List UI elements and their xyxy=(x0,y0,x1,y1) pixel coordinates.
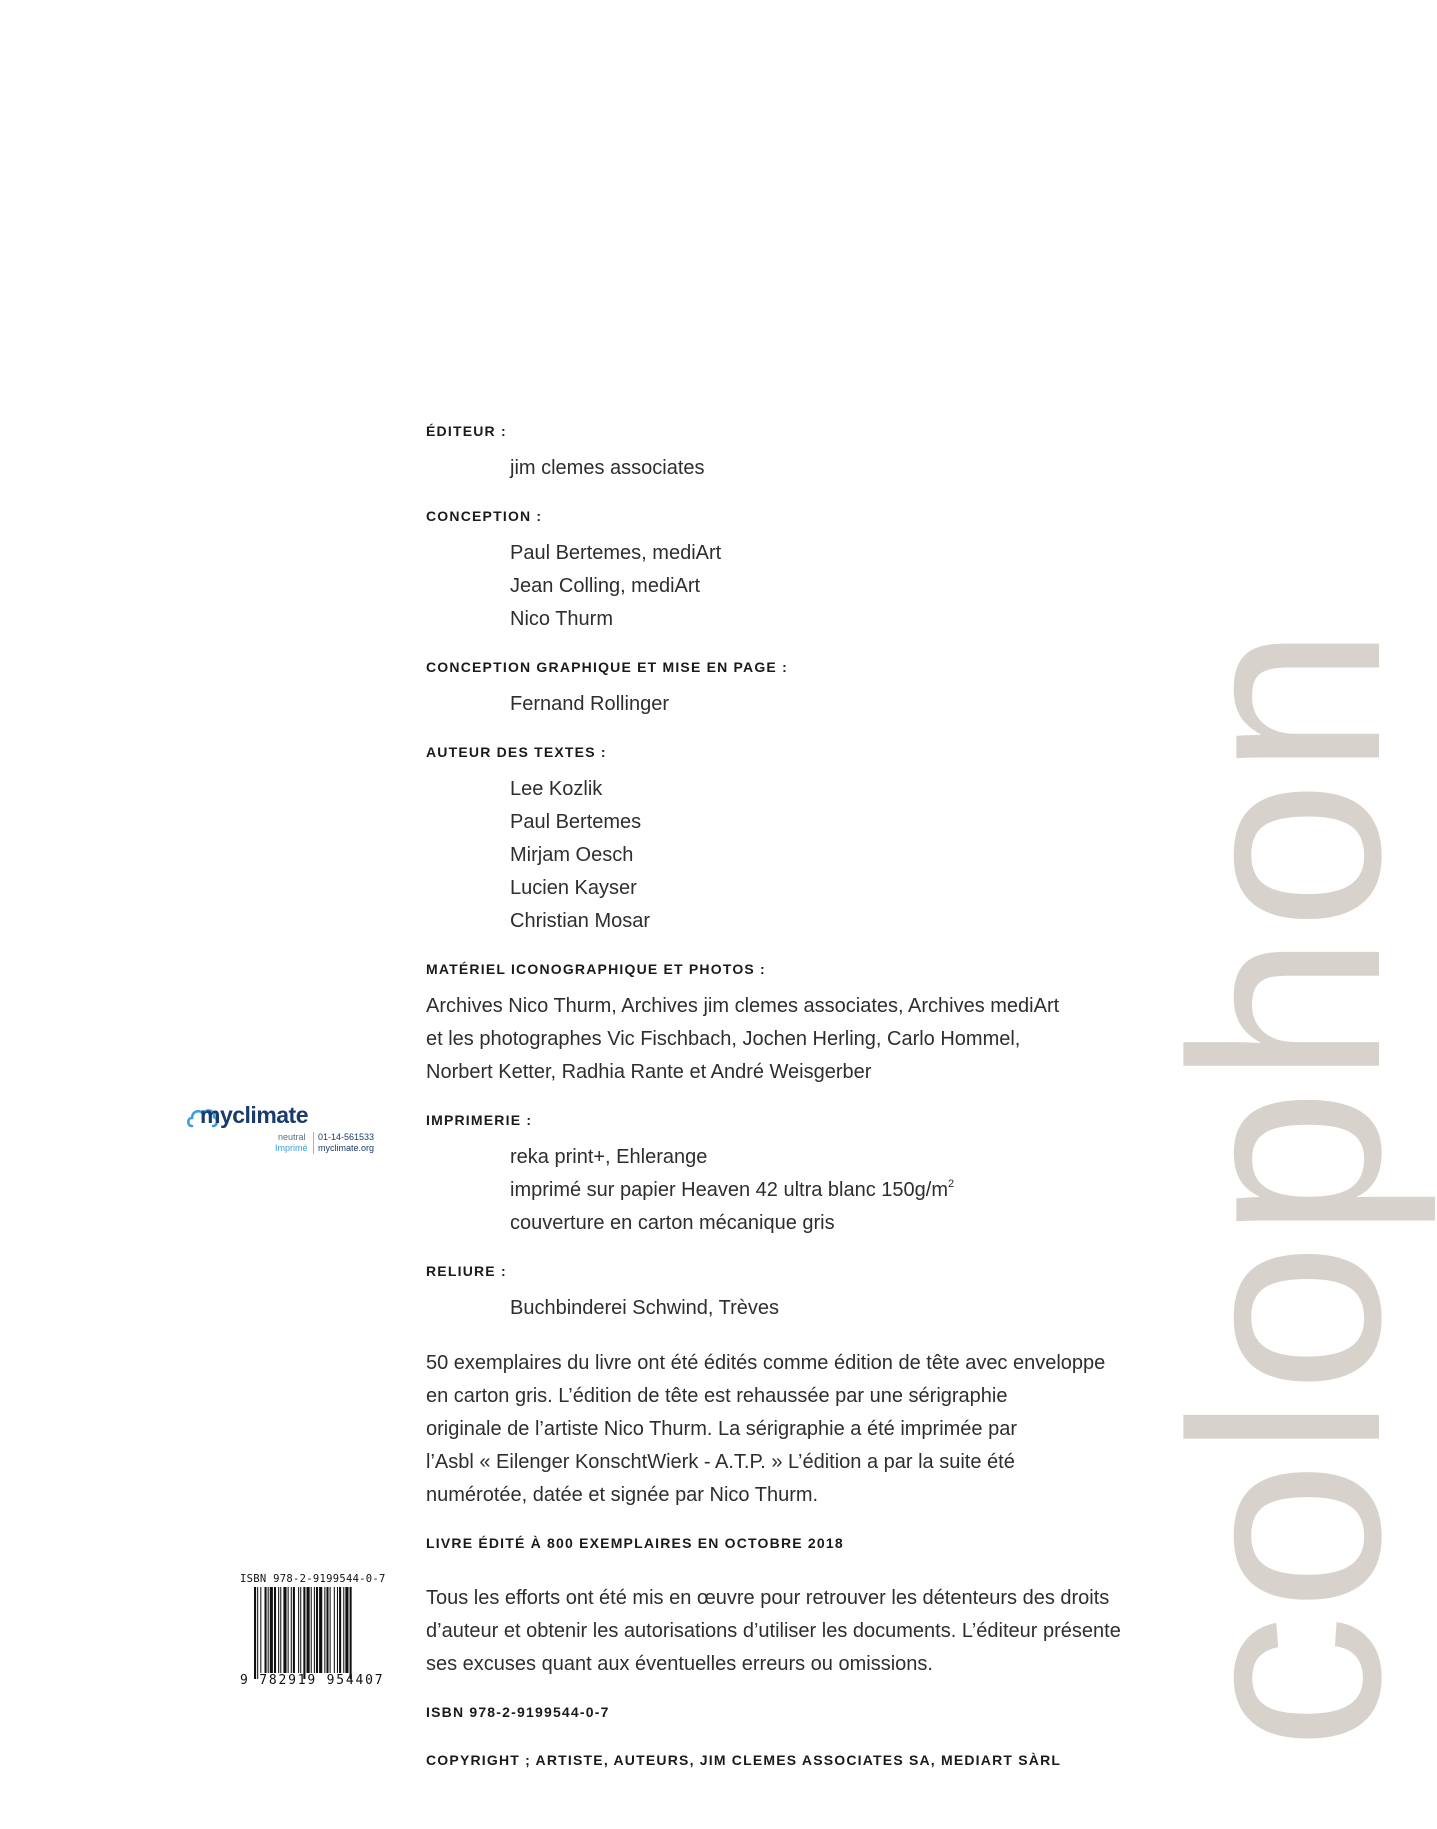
credit-line: Mirjam Oesch xyxy=(510,844,634,866)
barcode-bar xyxy=(265,1587,267,1673)
barcode-bar xyxy=(268,1587,269,1673)
section-heading: CONCEPTION : xyxy=(426,508,543,524)
paragraph-line: l’Asbl « Eilenger KonschtWierk - A.T.P. » L’édition a par la suite été xyxy=(426,1451,1015,1473)
section-materiel xyxy=(426,960,1186,1089)
logo-brand: myclimate xyxy=(200,1102,309,1128)
barcode-bar xyxy=(303,1587,305,1679)
paragraph-line: ses excuses quant aux éventuelles erreurs ou omissions. xyxy=(426,1653,933,1675)
rights-paragraph xyxy=(426,1582,1186,1681)
barcode-bar xyxy=(350,1587,352,1679)
barcode-bar xyxy=(291,1587,292,1673)
vertical-title: colophon xyxy=(1136,622,1437,1750)
credit-line: Fernand Rollinger xyxy=(510,693,669,715)
barcode-bar xyxy=(283,1587,286,1673)
barcode-bar xyxy=(330,1587,331,1673)
paragraph-line: numérotée, datée et signée par Nico Thurm. xyxy=(426,1484,819,1506)
logo-divider xyxy=(313,1132,314,1154)
paper-text: imprimé sur papier Heaven 42 ultra blanc 150g/m xyxy=(510,1179,948,1201)
barcode-bar xyxy=(257,1587,258,1679)
barcode-bar xyxy=(314,1587,315,1673)
isbn-line: ISBN 978-2-9199544-0-7 xyxy=(426,1704,610,1720)
section-imprimerie xyxy=(426,1111,1186,1240)
logo-number: 01-14-561533 xyxy=(318,1132,375,1142)
credit-line: Paul Bertemes, mediArt xyxy=(510,542,722,564)
credit-line: Lee Kozlik xyxy=(510,778,603,800)
barcode-bar xyxy=(270,1587,273,1673)
credit-line: jim clemes associates xyxy=(510,457,705,479)
paragraph-line: originale de l’artiste Nico Thurm. La sérigraphie a été imprimée par xyxy=(426,1418,1018,1440)
credit-line: Archives Nico Thurm, Archives jim clemes associates, Archives mediArt xyxy=(426,995,1060,1017)
barcode-bar xyxy=(280,1587,281,1673)
myclimate-logo xyxy=(186,1098,386,1154)
section-auteur xyxy=(426,743,1186,938)
logo-imprime: Imprimé xyxy=(275,1143,308,1153)
section-heading: AUTEUR DES TEXTES : xyxy=(426,744,607,760)
barcode-top-text: ISBN 978-2-9199544-0-7 xyxy=(240,1573,386,1585)
section-heading: CONCEPTION GRAPHIQUE ET MISE EN PAGE : xyxy=(426,659,788,675)
barcode-bar xyxy=(319,1587,322,1673)
paragraph-line: 50 exemplaires du livre ont été édités comme édition de tête avec enveloppe xyxy=(426,1352,1106,1374)
barcode-bar xyxy=(254,1587,256,1679)
credit-line xyxy=(426,1174,1186,1207)
barcode-bar xyxy=(345,1587,348,1673)
credit-line: Nico Thurm xyxy=(510,608,613,630)
barcode-bar xyxy=(298,1587,299,1673)
barcode-bar xyxy=(293,1587,295,1673)
credit-line: Buchbinderei Schwind, Trèves xyxy=(510,1297,780,1319)
paragraph-line: d’auteur et obtenir les autorisations d’utiliser les documents. L’éditeur présente xyxy=(426,1620,1121,1642)
credit-line: reka print+, Ehlerange xyxy=(510,1146,708,1168)
section-heading: RELIURE : xyxy=(426,1263,507,1279)
barcode-bar xyxy=(343,1587,344,1673)
barcode-bar xyxy=(311,1587,312,1673)
section-graphique xyxy=(426,658,1186,721)
logo-neutral: neutral xyxy=(278,1132,306,1142)
barcode-bar xyxy=(337,1587,338,1673)
edition-paragraph xyxy=(426,1347,1186,1512)
credit-line: Christian Mosar xyxy=(510,910,651,932)
barcode-bar xyxy=(307,1587,310,1673)
credit-line: couverture en carton mécanique gris xyxy=(510,1212,835,1234)
credit-line: et les photographes Vic Fischbach, Jochen Herling, Carlo Hommel, xyxy=(426,1028,1021,1050)
superscript: 2 xyxy=(948,1178,955,1190)
paragraph-line: en carton gris. L’édition de tête est rehaussée par une sérigraphie xyxy=(426,1385,1008,1407)
section-heading: ÉDITEUR : xyxy=(426,423,507,439)
barcode-bar xyxy=(274,1587,276,1673)
section-conception xyxy=(426,507,1186,636)
barcode-bottom-text: 9 782919 954407 xyxy=(240,1673,385,1688)
credit-line: Paul Bertemes xyxy=(510,811,642,833)
paragraph-line: Tous les efforts ont été mis en œuvre pour retrouver les détenteurs des droits xyxy=(426,1587,1110,1609)
isbn-barcode xyxy=(240,1573,386,1693)
copyright-line: COPYRIGHT ; ARTISTE, AUTEURS, JIM CLEMES ASSOCIATES SA, MEDIART SÀRL xyxy=(426,1752,1062,1768)
logo-site: myclimate.org xyxy=(318,1143,375,1153)
section-reliure xyxy=(426,1262,1186,1325)
credit-line: Lucien Kayser xyxy=(510,877,637,899)
section-editeur xyxy=(426,422,1186,485)
barcode-bar xyxy=(260,1587,261,1673)
barcode-bar xyxy=(334,1587,335,1673)
barcode-bar xyxy=(300,1587,301,1673)
credit-line: Norbert Ketter, Radhia Rante et André Weisgerber xyxy=(426,1061,872,1083)
barcode-bar xyxy=(288,1587,289,1673)
barcode-bars xyxy=(240,1587,380,1687)
colophon-content xyxy=(426,422,1186,1799)
barcode-bar xyxy=(278,1587,279,1673)
print-run-note: LIVRE ÉDITÉ À 800 EXEMPLAIRES EN OCTOBRE 2018 xyxy=(426,1535,844,1551)
barcode-bar xyxy=(339,1587,341,1673)
barcode-bar xyxy=(326,1587,328,1673)
barcode-bar xyxy=(324,1587,325,1673)
section-heading: IMPRIMERIE : xyxy=(426,1112,533,1128)
credit-line: Jean Colling, mediArt xyxy=(510,575,701,597)
section-heading: MATÉRIEL ICONOGRAPHIQUE ET PHOTOS : xyxy=(426,961,766,977)
barcode-bar xyxy=(316,1587,318,1673)
